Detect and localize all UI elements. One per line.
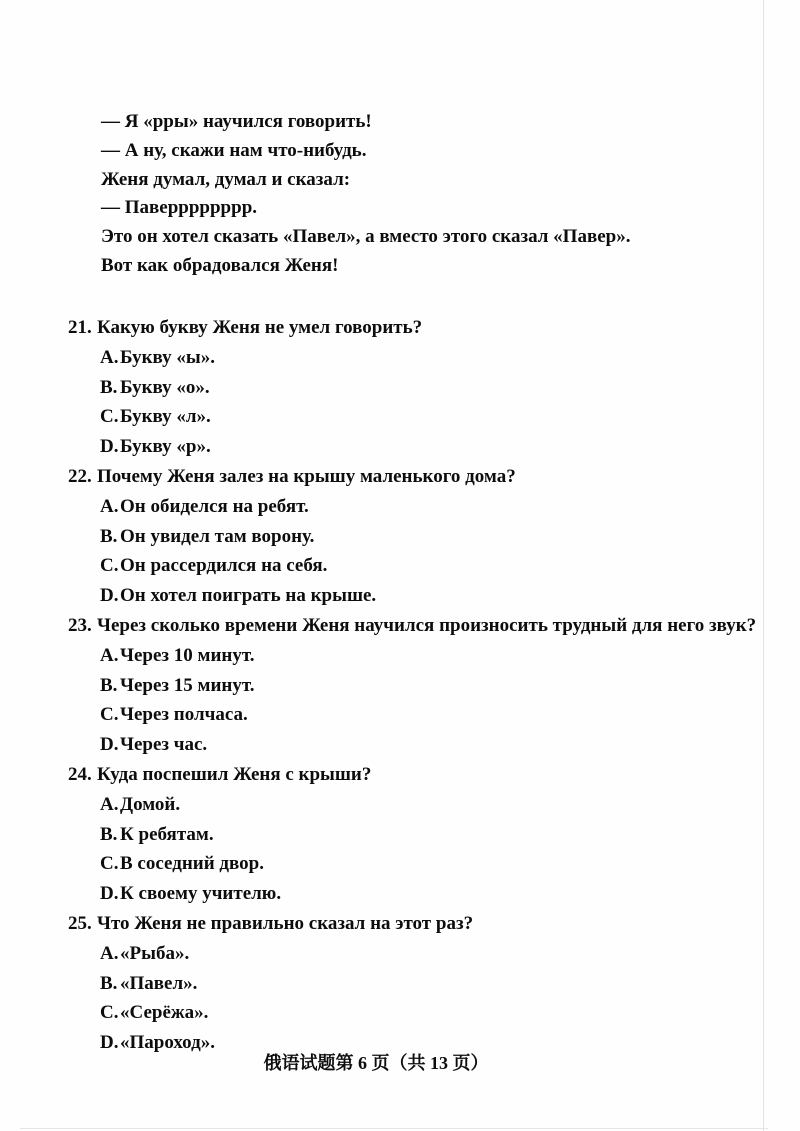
option-c	[0, 402, 770, 432]
question-text: Через сколько времени Женя научился произносить трудный для него звук?	[97, 614, 757, 636]
question-text-line	[0, 313, 770, 343]
option-label: A.	[100, 942, 119, 964]
question-22	[0, 462, 770, 611]
option-b	[0, 522, 770, 552]
page-footer	[0, 1051, 752, 1075]
option-text: Через полчаса.	[120, 704, 248, 726]
option-text: Букву «л».	[120, 406, 211, 428]
option-text: Через час.	[120, 734, 208, 756]
option-c	[0, 998, 770, 1028]
option-label: C.	[100, 555, 119, 577]
question-text: Почему Женя залез на крышу маленького дома?	[97, 465, 516, 487]
option-d	[0, 581, 770, 611]
option-text: Букву «ы».	[120, 346, 215, 368]
option-label: A.	[100, 793, 119, 815]
option-label: D.	[100, 585, 119, 607]
option-label: B.	[100, 972, 118, 994]
dialogue-line: Это он хотел сказать «Павел», а вместо этого сказал «Павер».	[101, 226, 631, 248]
option-a	[0, 492, 770, 522]
option-text: «Павел».	[120, 972, 198, 994]
option-d	[0, 730, 770, 760]
option-b	[0, 969, 770, 999]
option-c	[0, 700, 770, 730]
dialogue-block	[101, 108, 630, 281]
option-text: Он хотел поиграть на крыше.	[120, 585, 377, 607]
option-text: К ребятам.	[120, 823, 214, 845]
option-label: D.	[100, 883, 119, 905]
option-label: C.	[100, 1002, 119, 1024]
option-text: Он увидел там ворону.	[120, 525, 315, 547]
option-text: Букву «р».	[120, 436, 211, 458]
option-text: К своему учителю.	[120, 883, 282, 905]
question-number: 21.	[68, 317, 92, 338]
option-text: «Рыба».	[120, 942, 190, 964]
dialogue-line: Женя думал, думал и сказал:	[101, 168, 351, 190]
option-text: Через 15 минут.	[120, 674, 255, 696]
option-label: B.	[100, 674, 118, 696]
option-label: A.	[100, 495, 119, 517]
option-a	[0, 641, 770, 671]
option-b	[0, 820, 770, 850]
question-21	[0, 313, 770, 462]
dialogue-line: — А ну, скажи нам что-нибудь.	[101, 139, 367, 161]
scan-page-right-edge	[763, 0, 764, 1131]
option-c	[0, 551, 770, 581]
option-text: Он рассердился на себя.	[120, 555, 328, 577]
option-label: D.	[100, 734, 119, 756]
option-a	[0, 790, 770, 820]
question-text: Куда поспешил Женя с крыши?	[97, 763, 372, 785]
question-23	[0, 611, 770, 760]
question-number: 23.	[68, 614, 92, 636]
option-label: B.	[100, 376, 118, 398]
option-a	[0, 343, 770, 373]
question-number: 24.	[68, 763, 92, 785]
option-label: C.	[100, 853, 119, 875]
question-text-line	[0, 909, 770, 939]
question-25	[0, 909, 770, 1058]
option-label: B.	[100, 525, 118, 547]
question-text: Что Женя не правильно сказал на этот раз?	[97, 912, 474, 934]
option-d	[0, 879, 770, 909]
option-text: Через 10 минут.	[120, 644, 255, 666]
option-b	[0, 671, 770, 701]
option-text: В соседний двор.	[120, 853, 264, 875]
page-footer-text: 俄语试题第 6 页（共 13 页）	[263, 1053, 489, 1073]
option-label: A.	[100, 644, 119, 666]
option-text: «Серёжа».	[120, 1002, 209, 1024]
question-text-line	[0, 760, 770, 790]
option-label: D.	[100, 436, 119, 458]
question-text-line	[0, 611, 770, 641]
question-text: Какую букву Женя не умел говорить?	[97, 317, 423, 338]
option-text: «Пароход».	[120, 1032, 215, 1054]
option-label: B.	[100, 823, 118, 845]
question-text-line	[0, 462, 770, 492]
option-c	[0, 849, 770, 879]
scan-page-bottom-edge	[20, 1128, 768, 1129]
dialogue-line: — Паверррррррр.	[101, 197, 258, 219]
question-number: 22.	[68, 465, 92, 487]
option-label: C.	[100, 704, 119, 726]
question-number: 25.	[68, 912, 92, 934]
option-label: D.	[100, 1032, 119, 1054]
option-text: Домой.	[120, 793, 181, 815]
question-24	[0, 760, 770, 909]
option-d	[0, 432, 770, 462]
option-a	[0, 939, 770, 969]
dialogue-line: — Я «рры» научился говорить!	[101, 111, 372, 132]
option-b	[0, 373, 770, 403]
option-text: Букву «о».	[120, 376, 210, 398]
questions-block	[0, 313, 770, 1058]
option-text: Он обиделся на ребят.	[120, 495, 309, 517]
option-label: A.	[100, 346, 119, 368]
option-label: C.	[100, 406, 119, 428]
dialogue-line: Вот как обрадовался Женя!	[101, 254, 339, 276]
